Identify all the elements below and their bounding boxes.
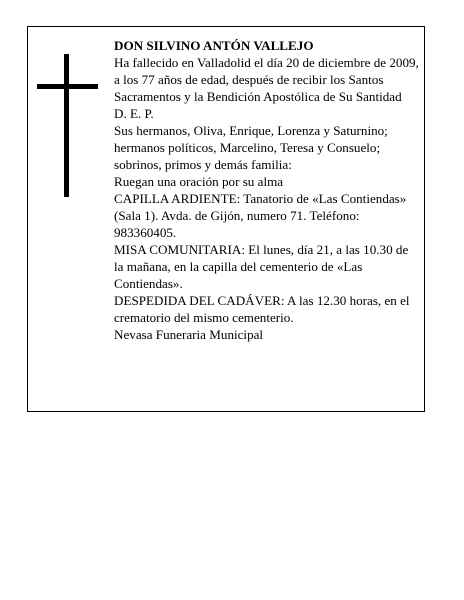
prayer-request: Ruegan una oración por su alma xyxy=(114,174,284,189)
mass-info: MISA COMUNITARIA: El lunes, día 21, a las 10.30 de la mañana, en la capilla del cementerio de «Las Contiendas». xyxy=(114,242,409,291)
farewell-info: DESPEDIDA DEL CADÁVER: A las 12.30 horas, en el crematorio del mismo cementerio. xyxy=(114,293,410,325)
cross-icon-crossbar xyxy=(37,84,98,89)
family-list: Sus hermanos, Oliva, Enrique, Lorenza y Saturnino; hermanos políticos, Marcelino, Teresa y Consuelo; sobrinos, primos y demás familia: xyxy=(114,123,388,172)
funeral-home: Nevasa Funeraria Municipal xyxy=(114,327,264,342)
chapel-info: CAPILLA ARDIENTE: Tanatorio de «Las Contiendas» (Sala 1). Avda. de Gijón, numero 71. Teléfono: 983360405. xyxy=(114,191,407,240)
cross-icon xyxy=(64,54,69,197)
death-statement: Ha fallecido en Valladolid el día 20 de diciembre de 2009, a los 77 años de edad, después de recibir los Santos Sacramentos y la Bendición Apostólica de Su Santidad xyxy=(114,55,419,104)
obituary-content xyxy=(114,37,420,343)
rip-text: D. E. P. xyxy=(114,106,154,121)
deceased-name: DON SILVINO ANTÓN VALLEJO xyxy=(114,38,314,53)
